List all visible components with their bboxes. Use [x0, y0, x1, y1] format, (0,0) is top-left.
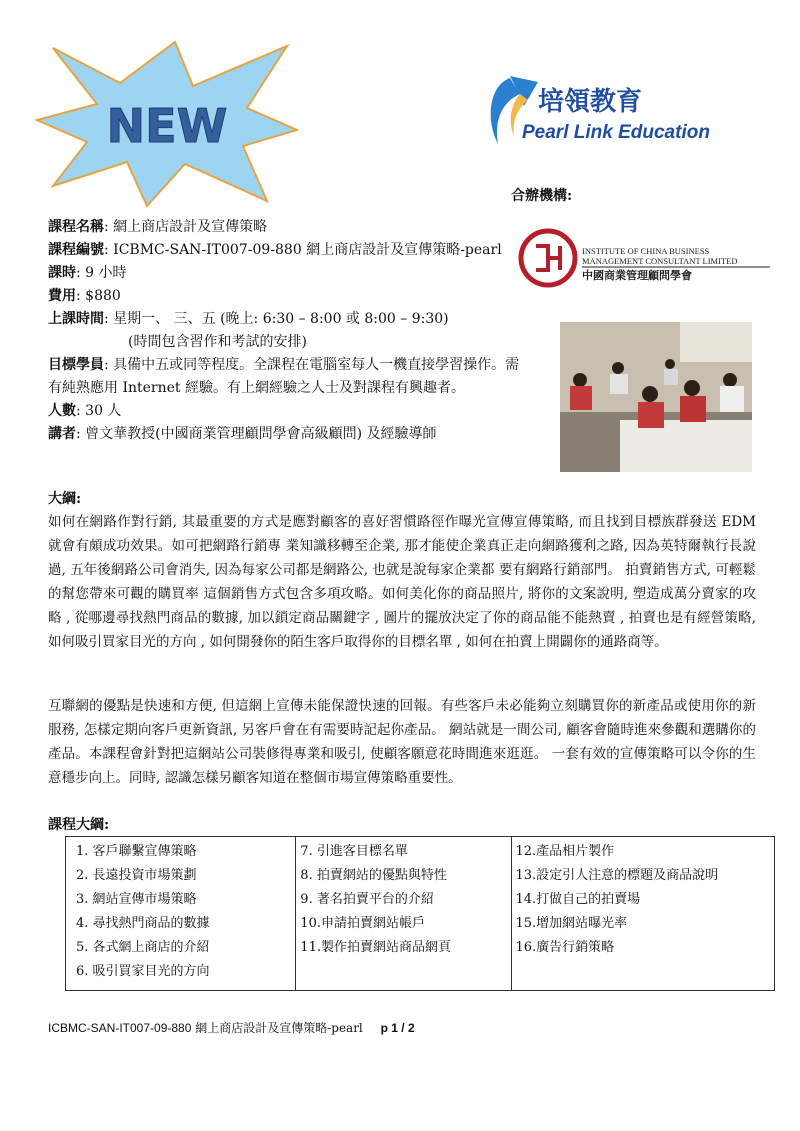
outline-item: 4. 尋找熱門商品的數據 [76, 916, 210, 931]
organizer-label: 合辦機構: [511, 188, 573, 204]
new-starburst-icon [35, 38, 300, 208]
outline-item: 1. 客戶聯繫宣傳策略 [76, 844, 197, 859]
outline-col-2 [296, 837, 511, 991]
icbmc-chinese: 中國商業管理顧問學會 [582, 269, 692, 282]
logo-chinese: 培領教育 [538, 87, 643, 117]
course-time-value: : 星期一、 三、五 (晚上: 6:30 – 8:00 或 8:00 – 9:30) [104, 311, 449, 327]
outline-table [65, 836, 775, 991]
course-fee-label: 費用 [48, 288, 76, 304]
syllabus-title: 大綱: [48, 491, 82, 507]
icbmc-english-line2: MANAGEMENT CONSULTANT LIMITED [582, 256, 738, 266]
outline-item: 2. 長遠投資市場策劃 [76, 868, 197, 883]
course-code-label: 課程編號 [48, 242, 104, 258]
outline-item: 9. 著名拍賣平台的介紹 [300, 892, 434, 907]
outline-row [66, 837, 775, 991]
course-fee-row [48, 285, 519, 308]
course-fee-value: : $880 [76, 288, 121, 304]
footer-title: 網上商店設計及宣傳策略-pearl [191, 1021, 363, 1035]
course-target-label: 目標學員 [48, 357, 104, 373]
course-name-label: 課程名稱 [48, 219, 104, 235]
course-size-label: 人數 [48, 403, 76, 419]
course-time-note: (時間包含習作和考試的安排) [128, 334, 307, 350]
outline-item: 3. 網站宣傳市場策略 [76, 892, 197, 907]
course-name-value: : 網上商店設計及宣傳策略 [104, 219, 268, 235]
course-hours-row [48, 262, 519, 285]
pearl-link-logo [480, 72, 730, 152]
syllabus-paragraph-2: 互聯網的優點是快速和方便, 但這網上宣傳未能保證快速的回報。有些客戶未必能夠立刻購買你的新產品或使用你的新服務, 怎樣定期向客戶更新資訊, 另客戶會在有需要時記起你產品。 網站就是一間公司, 顧客會隨時進來參觀和選購你的產品。本課程會針對把這網站公司裝修得專業和吸引, 使顧客願意花時間進來逛逛。 一套有效的宣傳策略可以令你的生意穩步向上。同時, 認識怎樣另顧客知道在整個市場宣傳策略重要性。 [48, 698, 756, 786]
outline-item: 12.產品相片製作 [515, 844, 615, 859]
icbmc-emblem-mark [536, 246, 560, 270]
outline-item: 5. 各式網上商店的介紹 [76, 940, 210, 955]
icbmc-english-line1: INSTITUTE OF CHINA BUSINESS [582, 246, 710, 256]
course-lecturer-label: 講者 [48, 426, 76, 442]
classroom-photo [560, 322, 752, 472]
outline-title: 課程大綱: [48, 817, 110, 833]
course-size-row [48, 400, 519, 423]
course-info [48, 216, 519, 446]
outline-item: 16.廣告行銷策略 [515, 940, 615, 955]
logo-english: Pearl Link Education [522, 122, 710, 143]
course-hours-value: : 9 小時 [76, 265, 127, 281]
course-time-label: 上課時間 [48, 311, 104, 327]
course-time-row [48, 308, 519, 331]
course-code-value: : ICBMC-SAN-IT007-09-880 網上商店設計及宣傳策略-pearl [104, 242, 502, 258]
outline-item: 11.製作拍賣網站商品網頁 [300, 940, 451, 955]
icbmc-logo [518, 228, 778, 288]
course-lecturer-row [48, 423, 519, 446]
course-target-line2: 有純熟應用 Internet 經驗。有上網經驗之人士及對課程有興趣者。 [48, 380, 465, 396]
course-lecturer-value: : 曾文華教授(中國商業管理顧問學會高級顧問) 及經驗導師 [76, 426, 437, 442]
course-hours-label: 課時 [48, 265, 76, 281]
course-name-row [48, 216, 519, 239]
outline-item: 7. 引進客目標名單 [300, 844, 408, 859]
new-text: NEW [106, 99, 228, 153]
outline-col-1 [66, 837, 296, 991]
outline-item: 10.申請拍賣網站帳戶 [300, 916, 425, 931]
outline-item: 13.設定引人注意的標題及商品說明 [515, 868, 719, 883]
footer-page: p 1 / 2 [380, 1021, 415, 1035]
outline-item: 15.增加網站曝光率 [515, 916, 628, 931]
outline-col-3 [511, 837, 775, 991]
outline-item: 14.打做自己的拍賣場 [515, 892, 641, 907]
course-target-line1: : 具備中五或同等程度。全課程在電腦室每人一機直接學習操作。需 [104, 357, 520, 373]
course-code-row [48, 239, 519, 262]
syllabus-paragraph-1: 如何在網路作對行銷, 其最重要的方式是應對顧客的喜好習慣路徑作曝光宣傳宣傳策略, 而且找到目標族群發送 EDM 就會有頗成功效果。如可把網路行銷專 業知識移轉至企業, 那才能使企業真正走向網路獲利之路, 因為英特爾執行長說過, 五年後網路公司會消失, 因為每家公司都是網路公, 也就是說每家企業都 要有網路行銷部門。 拍賣銷售方式, 可輕鬆的幫您帶來可觀的購買率 這個銷售方式包含多項攻略。如何美化你的商品照片, 將你的文案說明, 塑造成萬分賣家的攻略 , 從哪邊尋找熱門商品的數據, 加以鎖定商品關鍵字 , 圖片的擺放決定了你的商品能不能熱賣 , 拍賣也是有經營策略, 如何吸引買家目光的方向 , 如何開發你的陌生客戶取得你的目標名單 , 如何在拍賣上開闢你的通路商等。 [48, 514, 756, 650]
outline-item: 6. 吸引買家目光的方向 [76, 964, 210, 979]
page-footer [48, 1019, 415, 1036]
footer-code: ICBMC-SAN-IT007-09-880 [48, 1021, 192, 1035]
course-target-row [48, 354, 519, 377]
photo-window [680, 322, 752, 362]
outline-item: 8. 拍賣網站的優點與特性 [300, 868, 447, 883]
course-size-value: : 30 人 [76, 403, 122, 419]
